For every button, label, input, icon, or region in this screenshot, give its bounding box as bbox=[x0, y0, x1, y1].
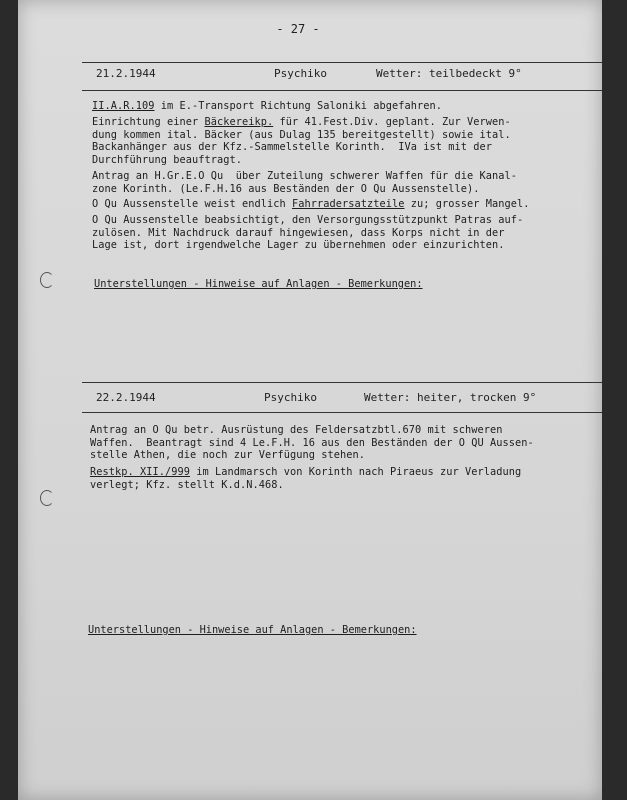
entry1-paragraph-5: O Qu Aussenstelle beabsichtigt, den Versorgungsstützpunkt Patras auf- zulösen. Mit Nachdruck darauf hingewiesen, dass Korps nicht in der Lage ist, dort irgendwelche Lager zu übernehmen oder einzurichten. bbox=[92, 214, 524, 252]
entry2-paragraph-1: Antrag an O Qu betr. Ausrüstung des Feldersatzbtl.670 mit schweren Waffen. Beantragt sind 4 Le.F.H. 16 aus den Beständen der O QU Aussen- stelle Athen, die noch zur Verfügung stehen. bbox=[90, 424, 534, 462]
remarks-label-entry1: Unterstellungen - Hinweise auf Anlagen - Bemerkungen: bbox=[94, 278, 423, 290]
entry1-paragraph-4: O Qu Aussenstelle weist endlich Fahrradersatzteile zu; grosser Mangel. bbox=[92, 198, 530, 210]
rule-header-entry1 bbox=[82, 90, 602, 91]
entry1-paragraph-3: Antrag an H.Gr.E.O Qu über Zuteilung schwerer Waffen für die Kanal- zone Korinth. (Le.F.H.16 aus Beständen der O Qu Aussenstelle). bbox=[92, 170, 517, 195]
page-number: - 27 - bbox=[276, 22, 320, 36]
unit-designation: II.A.R.109 bbox=[92, 100, 155, 112]
document-page bbox=[18, 0, 602, 800]
entry1-paragraph-1: II.A.R.109 im E.-Transport Richtung Saloniki abgefahren. bbox=[92, 100, 442, 112]
rule-top-entry2 bbox=[82, 382, 602, 383]
rule-top-entry1 bbox=[82, 62, 602, 63]
punch-hole-upper bbox=[40, 272, 54, 288]
entry-place: Psychiko bbox=[264, 391, 317, 404]
remarks-label-entry2: Unterstellungen - Hinweise auf Anlagen - Bemerkungen: bbox=[88, 624, 417, 636]
entry1-paragraph-2: Einrichtung einer Bäckereikp. für 41.Fest.Div. geplant. Zur Verwen- dung kommen ital. Bäcker (aus Dulag 135 bereitgestellt) sowie ital. Backanhänger aus der Kfz.-Sammelstelle Korinth. IVa ist mit der Durchführung beauftragt. bbox=[92, 116, 511, 166]
entry-weather: Wetter: teilbedeckt 9° bbox=[376, 67, 522, 80]
rule-header-entry2 bbox=[82, 412, 602, 413]
punch-hole-lower bbox=[40, 490, 54, 506]
entry-date: 21.2.1944 bbox=[96, 67, 156, 80]
entry-date: 22.2.1944 bbox=[96, 391, 156, 404]
entry-place: Psychiko bbox=[274, 67, 327, 80]
entry-header-1 bbox=[96, 67, 596, 83]
entry-header-2 bbox=[96, 391, 596, 407]
entry2-paragraph-2: Restkp. XII./999 im Landmarsch von Korinth nach Piraeus zur Verladung verlegt; Kfz. stellt K.d.N.468. bbox=[90, 466, 522, 491]
entry-weather: Wetter: heiter, trocken 9° bbox=[364, 391, 537, 404]
unit-designation: Restkp. XII./999 bbox=[90, 466, 190, 478]
